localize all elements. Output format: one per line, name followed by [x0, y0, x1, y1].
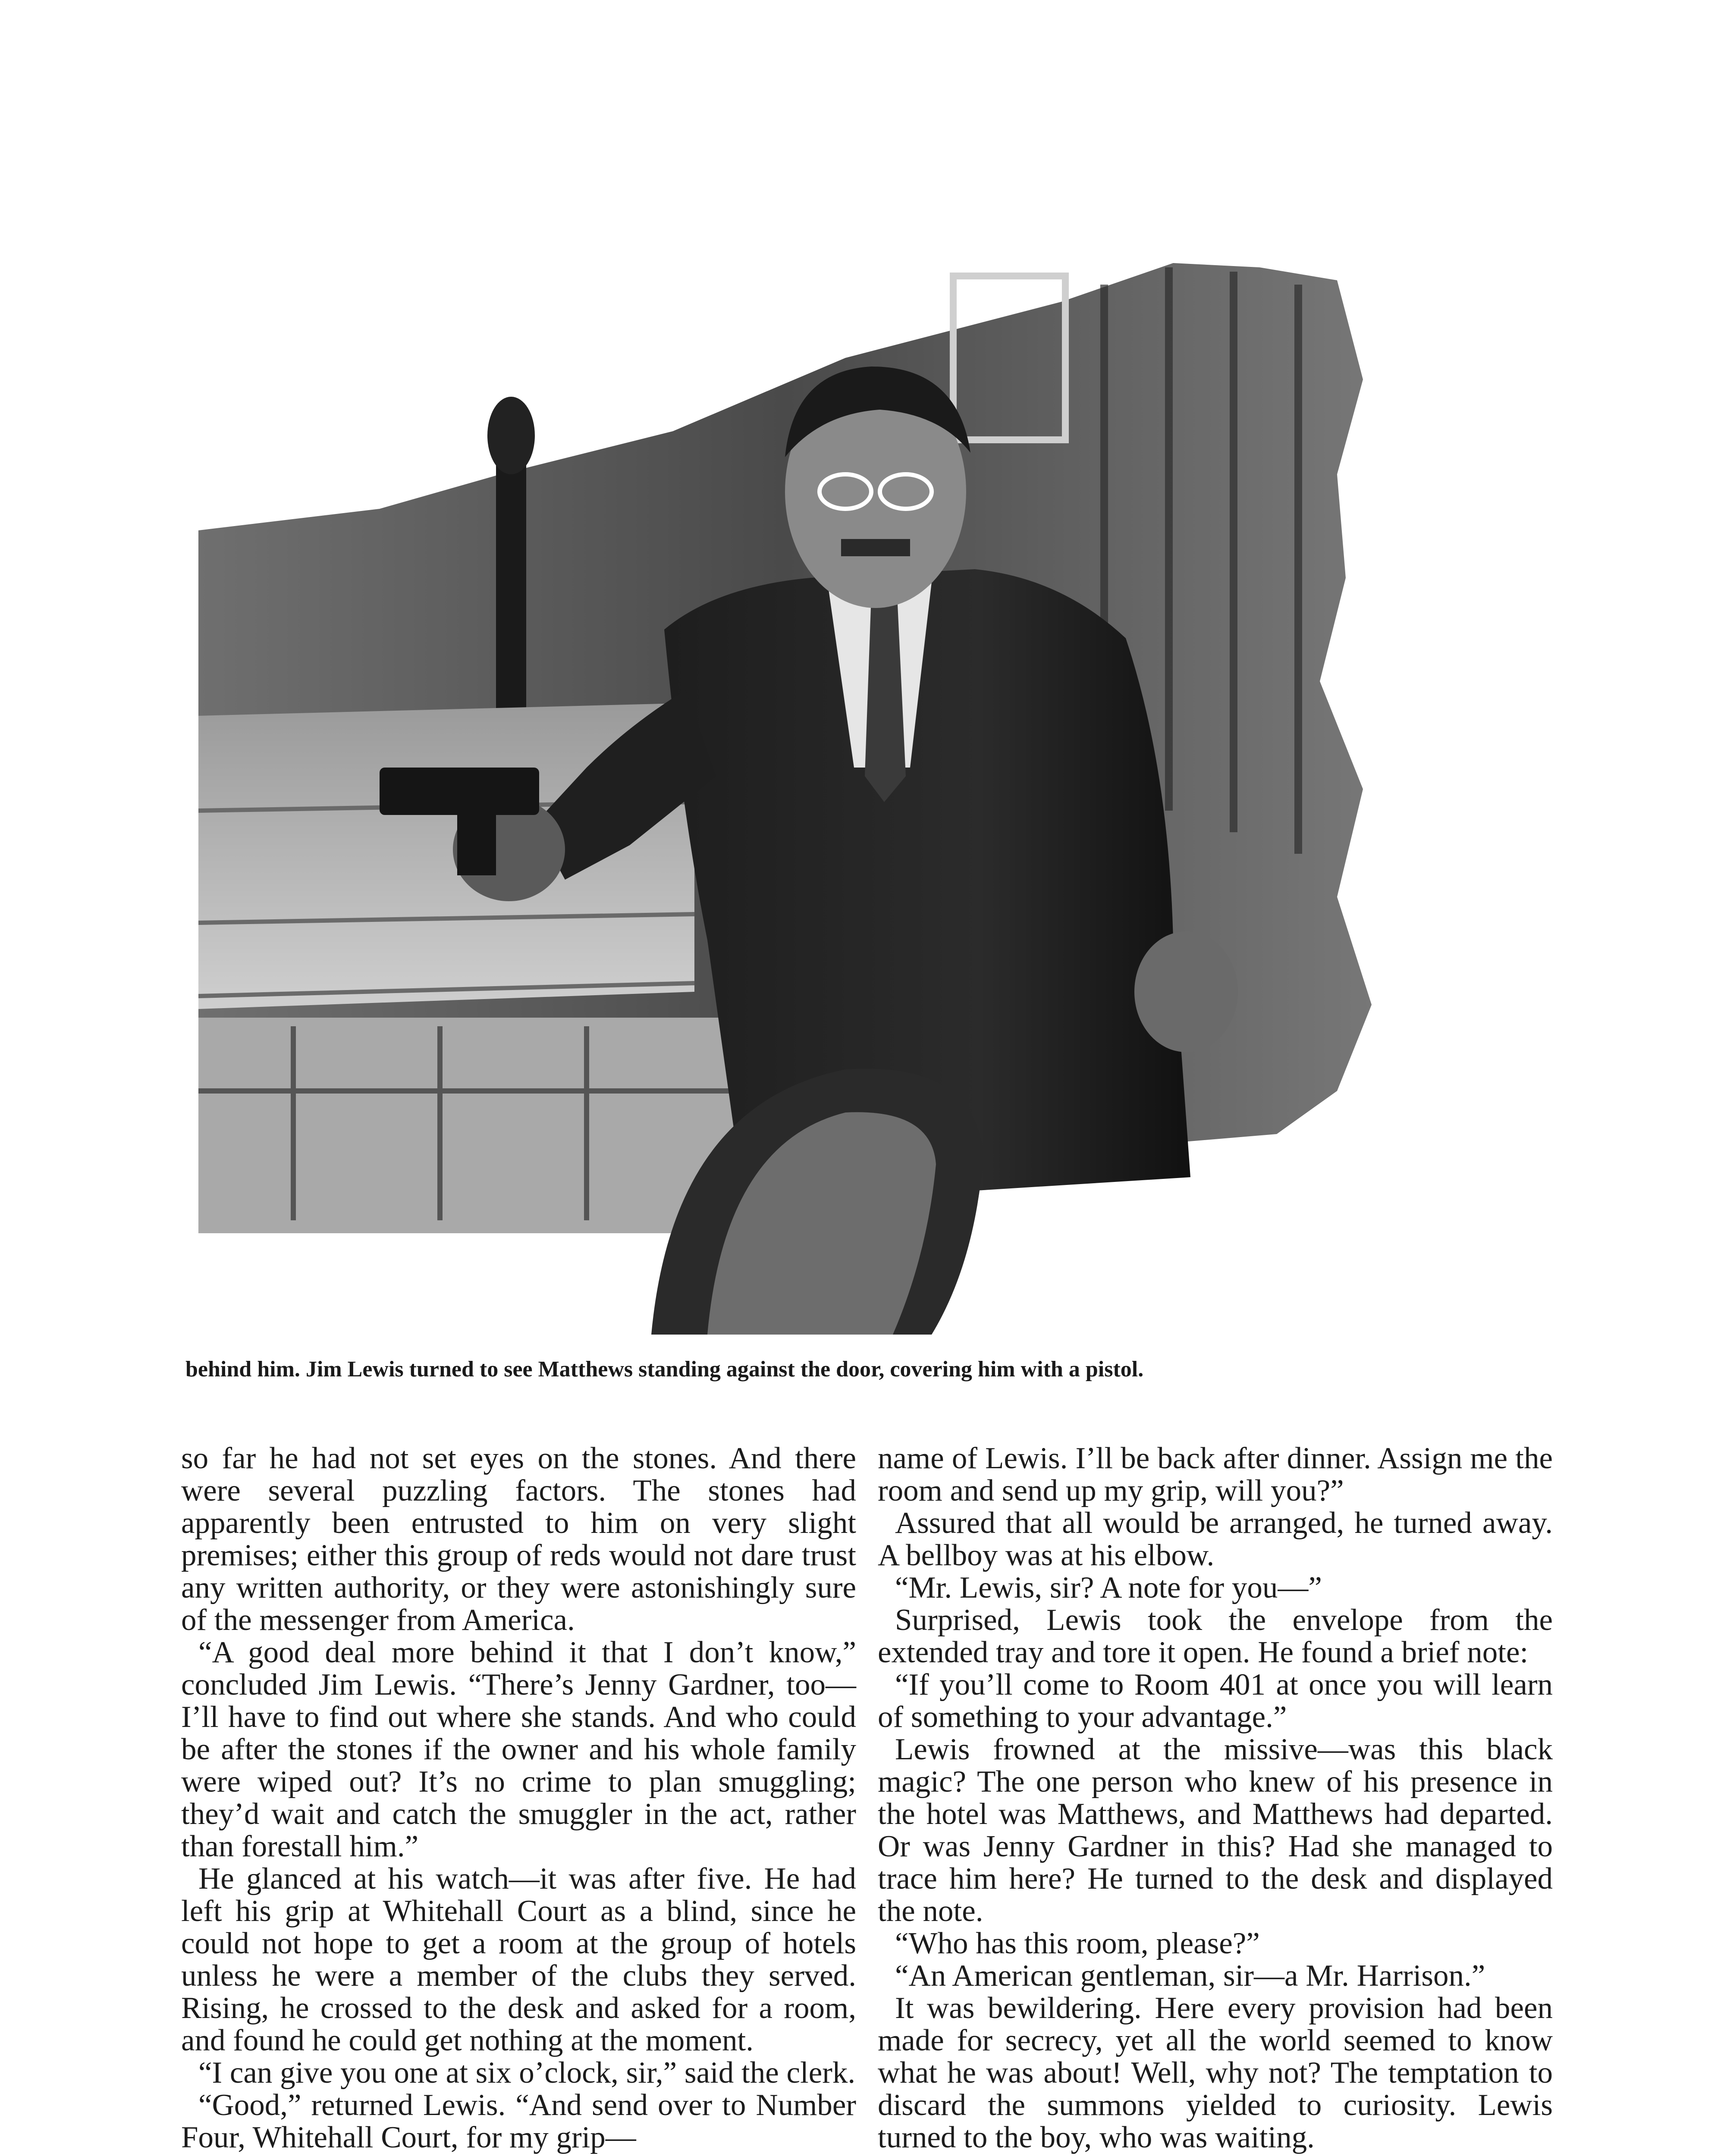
paragraph: “If you’ll come to Room 401 at once you will learn of something to your advantage.”	[878, 1668, 1553, 1734]
paragraph: “Who has this room, please?”	[895, 1927, 1260, 1960]
paragraph: Surprised, Lewis took the envelope from the extended tray and tore it open. He found a brief note:	[878, 1603, 1553, 1669]
paragraph: so far he had not set eyes on the stones. And there were several puzzling factors. The stones had apparently been entrusted to him on very slight premises; either this group of reds would not dare trust any written authority, or they were astonishingly sure of the messenger from America.	[181, 1442, 856, 1637]
man-left-hand	[1134, 931, 1238, 1052]
right-text-column	[878, 1442, 1553, 2154]
paragraph: He glanced at his watch—it was after five. He had left his grip at Whitehall Court as a blind, since he could not hope to get a room at the group of hotels unless he were a member of the clubs they served. Rising, he crossed to the desk and asked for a room, and found he could get nothing at the moment.	[181, 1862, 856, 2057]
paragraph: “Mr. Lewis, sir? A note for you—”	[895, 1571, 1322, 1604]
paragraph: name of Lewis. I’ll be back after dinner. Assign me the room and send up my grip, will you?”	[878, 1442, 1553, 1507]
paragraph: Assured that all would be arranged, he turned away. A bellboy was at his elbow.	[878, 1506, 1553, 1572]
left-text-column	[181, 1442, 856, 2154]
man-with-pistol-illustration	[198, 250, 1548, 1335]
illustration-caption: behind him. Jim Lewis turned to see Matthews standing against the door, covering him with a pistol.	[185, 1357, 1144, 1382]
story-illustration	[198, 250, 1548, 1335]
paragraph: “I can give you one at six o’clock, sir,” said the clerk.	[198, 2056, 856, 2090]
paragraph: “Good,” returned Lewis. “And send over to Number Four, Whitehall Court, for my grip—	[181, 2088, 856, 2154]
paragraph: “A good deal more behind it that I don’t know,” concluded Jim Lewis. “There’s Jenny Gardner, too—I’ll have to find out where she stands. And who could be after the stones if the owner and his whole family were wiped out? It’s no crime to plan smuggling; they’d wait and catch the smuggler in the act, rather than forestall him.”	[181, 1636, 856, 1863]
paragraph: Lewis frowned at the missive—was this black magic? The one person who knew of his presence in the hotel was Matthews, and Matthews had departed. Or was Jenny Gardner in this? Had she managed to trace him here? He turned to the desk and displayed the note.	[878, 1733, 1553, 1928]
paragraph: It was bewildering. Here every provision had been made for secrecy, yet all the world seemed to know what he was about! Well, why not? The temptation to discard the summons yielded to curiosity. Lewis turned to the boy, who was waiting.	[878, 1991, 1553, 2154]
paragraph: “An American gentleman, sir—a Mr. Harrison.”	[895, 1959, 1485, 1993]
